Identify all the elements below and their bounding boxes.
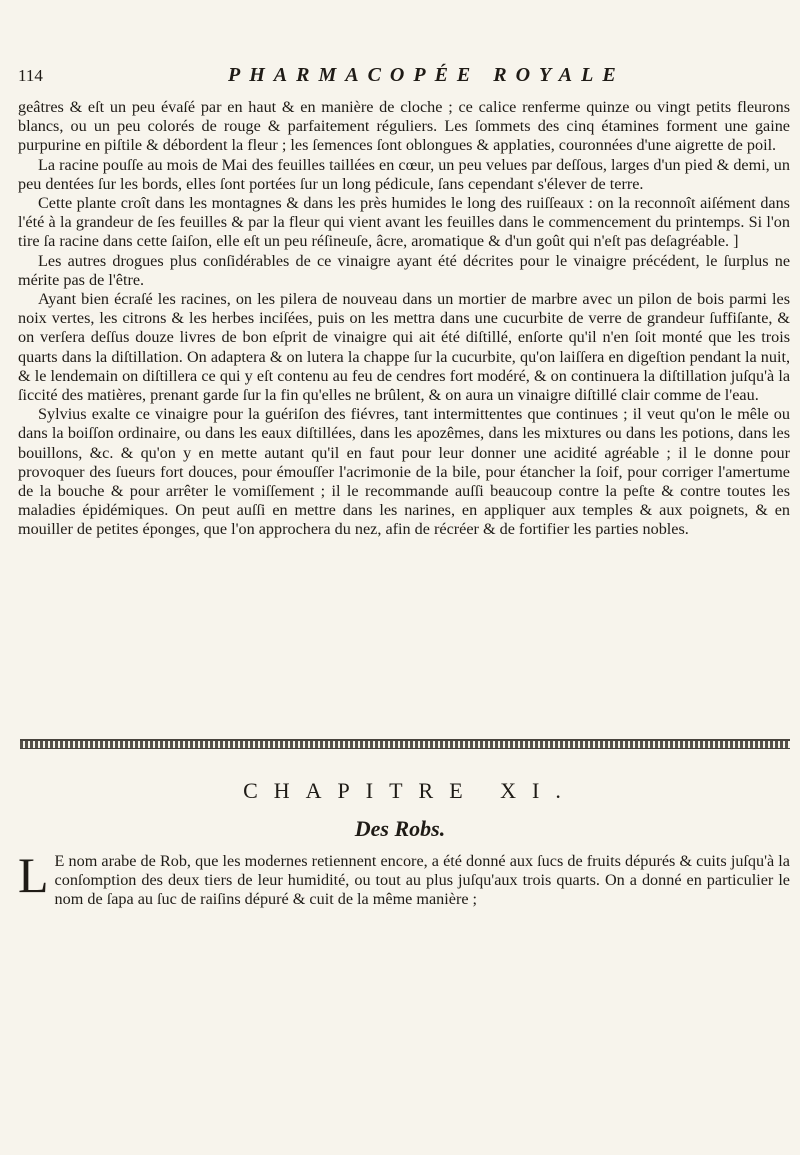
chapter-heading: CHAPITRE XI. — [243, 778, 577, 803]
paragraph-plante: Cette plante croît dans les montagnes & dans les près humides le long des ruiſſeaux : on la reconnoît aiſément dans l'été à la grandeur de ſes feuilles & par la fleur qui vient avant les feuilles dans le commencement du printemps. Si l'on tire ſa racine dans cette ſaiſon, elle eſt un peu réſineuſe, âcre, aromatique & d'un goût qui n'eſt pas deſagréable. ] — [18, 194, 790, 251]
running-head — [18, 66, 788, 90]
paragraph-preparation: Ayant bien écraſé les racines, on les pilera de nouveau dans un mortier de marbre avec un pilon de bois parmi les noix vertes, les citrons & les herbes inciſées, puis on les mettra dans une cucurbite de verre de grandeur ſuffiſante, & on verſera deſſus douze livres de bon eſprit de vinaigre qui ait été diſtillé, enſorte qu'il n'en ſoit monté que les trois quarts dans la diſtillation. On adaptera & on lutera la chappe ſur la cucurbite, qu'on laiſſera en digeſtion pendant la nuit, & le lendemain on diſtillera ce qui y eſt contenu au feu de cendres fort modéré, & on continuera la diſtillation juſqu'à la ſiccité des matières, prenant garde ſur la fin qu'elles ne brûlent, & on aura un vinaigre diſtillé clair comme de l'eau. — [18, 290, 790, 405]
ornamental-rule — [20, 739, 790, 749]
paragraph-drogues: Les autres drogues plus conſidérables de ce vinaigre ayant été décrites pour le vinaigre précédent, le ſurplus ne mérite pas de l'être. — [18, 251, 790, 289]
chapter-subtitle: Des Robs. — [354, 816, 446, 841]
chapter-text — [18, 847, 790, 910]
drop-cap: L — [18, 847, 49, 903]
body-text — [18, 98, 790, 540]
chapter-paragraph: E nom arabe de Rob, que les modernes retiennent encore, a été donné aux ſucs de fruits dépurés & cuits juſqu'à la conſomption des deux tiers de leur humidité, ou tout au plus juſqu'aux trois quarts. On a donné en particulier le nom de ſapa au ſuc de raiſins dépuré & cuit de la même manière ; — [54, 852, 790, 909]
paragraph-racine: La racine pouſſe au mois de Mai des feuilles taillées en cœur, un peu velues par deſſous, larges d'un pied & demi, un peu dentées ſur les bords, elles ſont portées ſur un long pédicule, ſans cependant s'élever de terre. — [18, 155, 790, 193]
paragraph-calice: geâtres & eſt un peu évaſé par en haut & en manière de cloche ; ce calice renferme quinze ou vingt petits fleurons blancs, ou un peu colorés de rouge & parfaitement réguliers. Les ſommets des cinq étamines forment une gaine purpurine en piſtile & débordent la fleur ; les ſemences ſont oblongues & applaties, couronnées d'une aigrette de poil. — [18, 98, 790, 155]
running-title: PHARMACOPÉE ROYALE — [228, 64, 625, 86]
paragraph-sylvius: Sylvius exalte ce vinaigre pour la guériſon des fiévres, tant intermittentes que continues ; il veut qu'on le mêle ou dans la boiſſon ordinaire, ou dans les eaux diſtillées, dans les apozêmes, dans les mixtures ou dans les potions, dans les bouillons, &c. & qu'on y en mette autant qu'il en faut pour leur donner une acidité agréable ; il le donne pour provoquer des ſueurs fort douces, pour émouſſer l'acrimonie de la bile, pour étancher la ſoif, pour corriger l'amertume de la bouche & pour arrêter le vomiſſement ; il le recommande auſſi beaucoup contre la peſte & contre toutes les maladies épidémiques. On peut auſſi en mettre dans les narines, en appliquer aux temples & aux poignets, & en mouiller de petites éponges, que l'on approchera du nez, afin de récréer & de fortifier les parties nobles. — [18, 405, 790, 539]
page-number: 114 — [18, 66, 43, 85]
